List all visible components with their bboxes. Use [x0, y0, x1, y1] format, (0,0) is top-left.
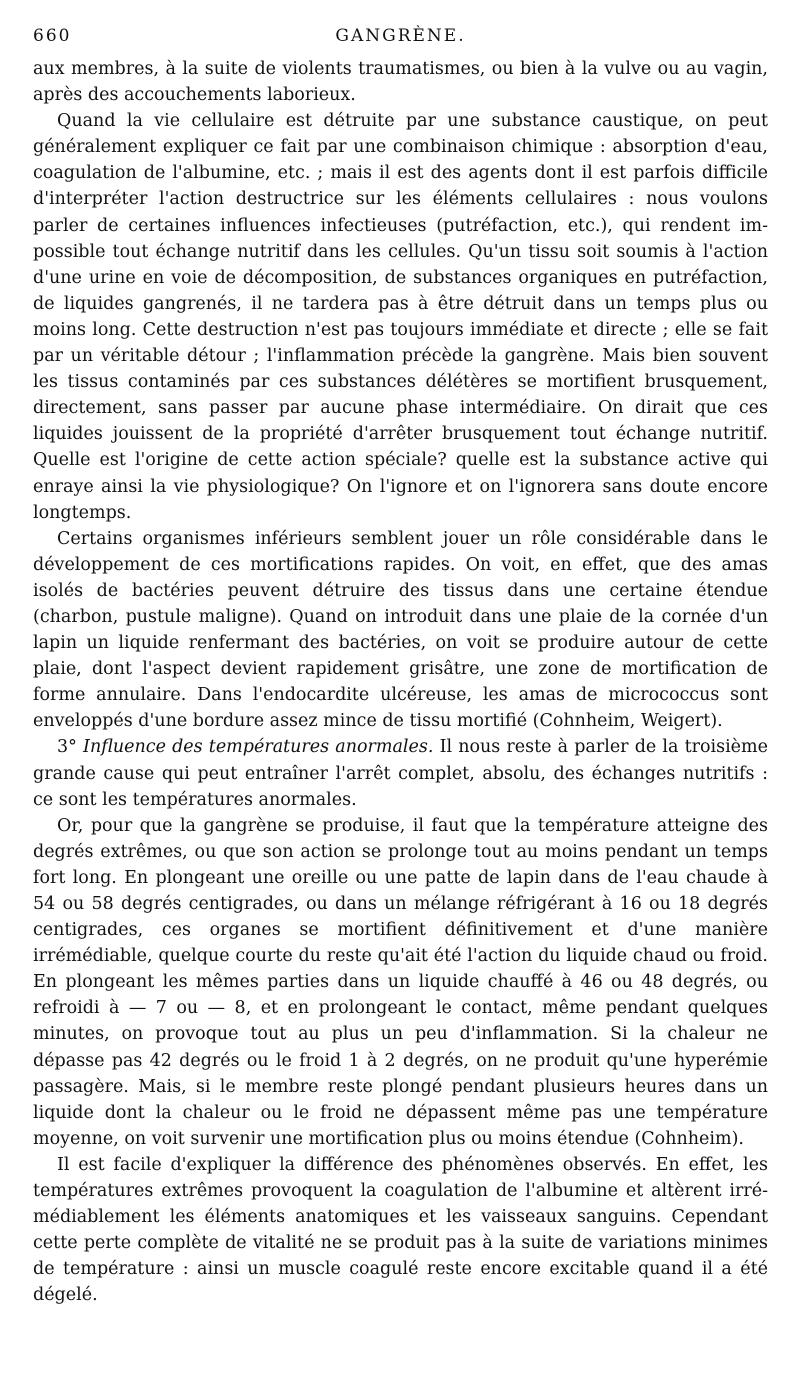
- paragraph: Quand la vie cellulaire est détruite par une substance caustique, on peut généralement expliquer ce fait par une combinaison chimique : absorption d'eau, coagulation de l'albumine, etc. ; mais il est des agents dont il est parfois difficile d'interpréter l'action destructrice sur les éléments cellulaires : nous voulons parler de certaines influences infectieuses (putréfaction, etc.), qui rendent impossible tout échange nutritif dans les cellules. Qu'un tissu soit soumis à l'action d'une urine en voie de décomposition, de substances organiques en putréfaction, de liquides gangrenés, il ne tardera pas à être détruit dans un temps plus ou moins long. Cette destruction n'est pas toujours immédiate et directe ; elle se fait par un véritable détour ; l'inflammation précède la gangrène. Mais bien souvent les tissus contaminés par ces substances délétères se mortifient brusquement, directement, sans passer par aucune phase intermédiaire. On dirait que ces liquides jouissent de la propriété d'arrêter brusquement tout échange nutritif. Quelle est l'origine de cette action spéciale? quelle est la substance active qui enraye ainsi la vie physiologique? On l'ignore et on l'ignorera sans doute encore longtemps.: [33, 111, 768, 523]
- paragraph: Or, pour que la gangrène se produise, il faut que la température atteigne des degrés extrêmes, ou que son action se prolonge tout au moins pendant un temps fort long. En plongeant une oreille ou une patte de lapin dans de l'eau chaude à 54 ou 58 degrés centigrades, ou dans un mélange réfrigérant à 16 ou 18 degrés centigrades, ces organes se mortifient définitivement et d'une manière irrémédiable, quelque courte du reste qu'ait été l'action du liquide chaud ou froid. En plongeant les mêmes parties dans un liquide chauffé à 46 ou 48 degrés, ou refroidi à — 7 ou — 8, et en prolongeant le contact, même pendant quelques minutes, on provoque tout au plus un peu d'inflammation. Si la chaleur ne dépasse pas 42 degrés ou le froid 1 à 2 degrés, on ne produit qu'une hyperémie passagère. Mais, si le membre reste plongé pendant plusieurs heures dans un liquide dont la chaleur ou le froid ne dépassent même pas une température moyenne, on voit survenir une mortification plus ou moins étendue (Cohnheim).: [33, 815, 768, 1149]
- section-title: Influence des températures anormales.: [83, 737, 434, 758]
- section-text: Il nous reste à parler de la troisième grande cause qui peut entraîner l'arrêt complet, absolu, des échanges nutritifs : ce sont les températures anormales.: [33, 737, 768, 810]
- paragraph: Il est facile d'expliquer la différence des phénomènes observés. En effet, les températures extrêmes provoquent la coagulation de l'albumine et altèrent irrémédiablement les éléments anatomiques et les vaisseaux sanguins. Cependant cette perte complète de vitalité ne se produit pas à la suite de variations minimes de température : ainsi un muscle coagulé reste encore excitable quand il a été dégelé.: [33, 1154, 768, 1306]
- paragraph-continuation: aux membres, à la suite de violents traumatismes, ou bien à la vulve ou au vagin, après des accouchements laborieux.: [33, 59, 768, 106]
- running-head: [33, 26, 768, 56]
- section-number: 3°: [57, 737, 77, 758]
- paragraph: Certains organismes inférieurs semblent jouer un rôle considérable dans le développement de ces mortifications rapides. On voit, en effet, que des amas isolés de bactéries peuvent détruire des tissus dans une certaine étendue (charbon, pustule maligne). Quand on introduit dans une plaie de la cornée d'un lapin un liquide renfermant des bactéries, on voit se produire autour de cette plaie, dont l'aspect devient rapidement grisâtre, une zone de mortification de forme annulaire. Dans l'endocardite ulcéreuse, les amas de micrococcus sont enveloppés d'une bordure assez mince de tissu mortifié (Cohnheim, Weigert).: [33, 528, 768, 732]
- section-paragraph: [33, 734, 768, 812]
- body-text: [33, 56, 768, 1309]
- document-page: [33, 26, 768, 1309]
- page-number: 660: [33, 26, 72, 46]
- running-title: GANGRÈNE.: [335, 26, 466, 46]
